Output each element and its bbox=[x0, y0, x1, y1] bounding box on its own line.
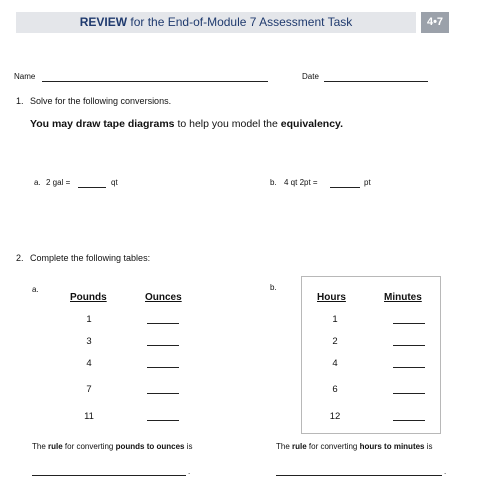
table-b-row-2-minutes-blank[interactable] bbox=[393, 345, 425, 346]
table-a-row-5-ounces-blank[interactable] bbox=[147, 420, 179, 421]
table-b-header-minutes: Minutes bbox=[384, 292, 422, 303]
q1-prompt: Solve for the following conversions. bbox=[30, 96, 172, 106]
q1a-expression: 2 gal = bbox=[46, 178, 71, 187]
q1b-unit: pt bbox=[364, 178, 371, 187]
table-b-row-5-hours: 12 bbox=[329, 411, 341, 422]
rule-b-answer-line[interactable] bbox=[276, 475, 442, 476]
table-b-row-2-hours: 2 bbox=[332, 336, 338, 347]
name-field[interactable] bbox=[42, 81, 268, 82]
table-b-row-3-hours: 4 bbox=[332, 358, 338, 369]
date-field[interactable] bbox=[324, 81, 428, 82]
table-a-row-3-ounces-blank[interactable] bbox=[147, 367, 179, 368]
title-rest: for the End-of-Module 7 Assessment Task bbox=[127, 15, 353, 29]
q1a-label: a. bbox=[34, 178, 41, 187]
table-b-row-4-hours: 6 bbox=[332, 384, 338, 395]
title-review: REVIEW bbox=[79, 15, 128, 29]
table-b-row-5-minutes-blank[interactable] bbox=[393, 420, 425, 421]
table-a-header-pounds: Pounds bbox=[70, 292, 107, 303]
q1-number: 1. bbox=[16, 96, 24, 106]
instr-bold-tape: You may draw tape diagrams bbox=[30, 118, 175, 130]
module-badge: 4•7 bbox=[421, 12, 449, 33]
q2-prompt: Complete the following tables: bbox=[30, 253, 151, 263]
table-a-row-4-pounds: 7 bbox=[86, 384, 92, 395]
rule-a-answer-line[interactable] bbox=[32, 475, 186, 476]
q2a-label: a. bbox=[32, 285, 39, 294]
table-b-row-4-minutes-blank[interactable] bbox=[393, 393, 425, 394]
table-a-row-5-pounds: 11 bbox=[84, 411, 94, 422]
table-a-row-3-pounds: 4 bbox=[86, 358, 92, 369]
table-b-header-hours: Hours bbox=[317, 292, 346, 303]
q2b-label: b. bbox=[270, 283, 277, 292]
q1b-label: b. bbox=[270, 178, 277, 187]
rule-a-text: The rule for converting pounds to ounces is bbox=[32, 442, 193, 451]
table-a-row-2-ounces-blank[interactable] bbox=[147, 345, 179, 346]
table-a-header-ounces: Ounces bbox=[145, 292, 182, 303]
instr-bold-equiv: equivalency. bbox=[280, 118, 344, 130]
table-a-row-1-ounces-blank[interactable] bbox=[147, 323, 179, 324]
q1b-expression: 4 qt 2pt = bbox=[284, 178, 318, 187]
q2-number: 2. bbox=[16, 253, 24, 263]
table-b-row-3-minutes-blank[interactable] bbox=[393, 367, 425, 368]
q1a-unit: qt bbox=[111, 178, 118, 187]
table-a-row-2-pounds: 3 bbox=[86, 336, 92, 347]
table-b-row-1-hours: 1 bbox=[332, 314, 338, 325]
q1-instructions bbox=[30, 118, 343, 130]
table-b-row-1-minutes-blank[interactable] bbox=[393, 323, 425, 324]
table-a-row-4-ounces-blank[interactable] bbox=[147, 393, 179, 394]
date-label: Date bbox=[302, 72, 319, 81]
table-a-row-1-pounds: 1 bbox=[86, 314, 92, 325]
rule-a-period: . bbox=[188, 467, 191, 476]
page-title bbox=[16, 12, 416, 33]
rule-b-text: The rule for converting hours to minutes is bbox=[276, 442, 433, 451]
q1b-answer-blank[interactable] bbox=[330, 187, 360, 188]
q1a-answer-blank[interactable] bbox=[78, 187, 106, 188]
instr-mid: to help you model the bbox=[174, 118, 281, 130]
rule-b-period: . bbox=[444, 467, 447, 476]
name-label: Name bbox=[14, 72, 36, 81]
